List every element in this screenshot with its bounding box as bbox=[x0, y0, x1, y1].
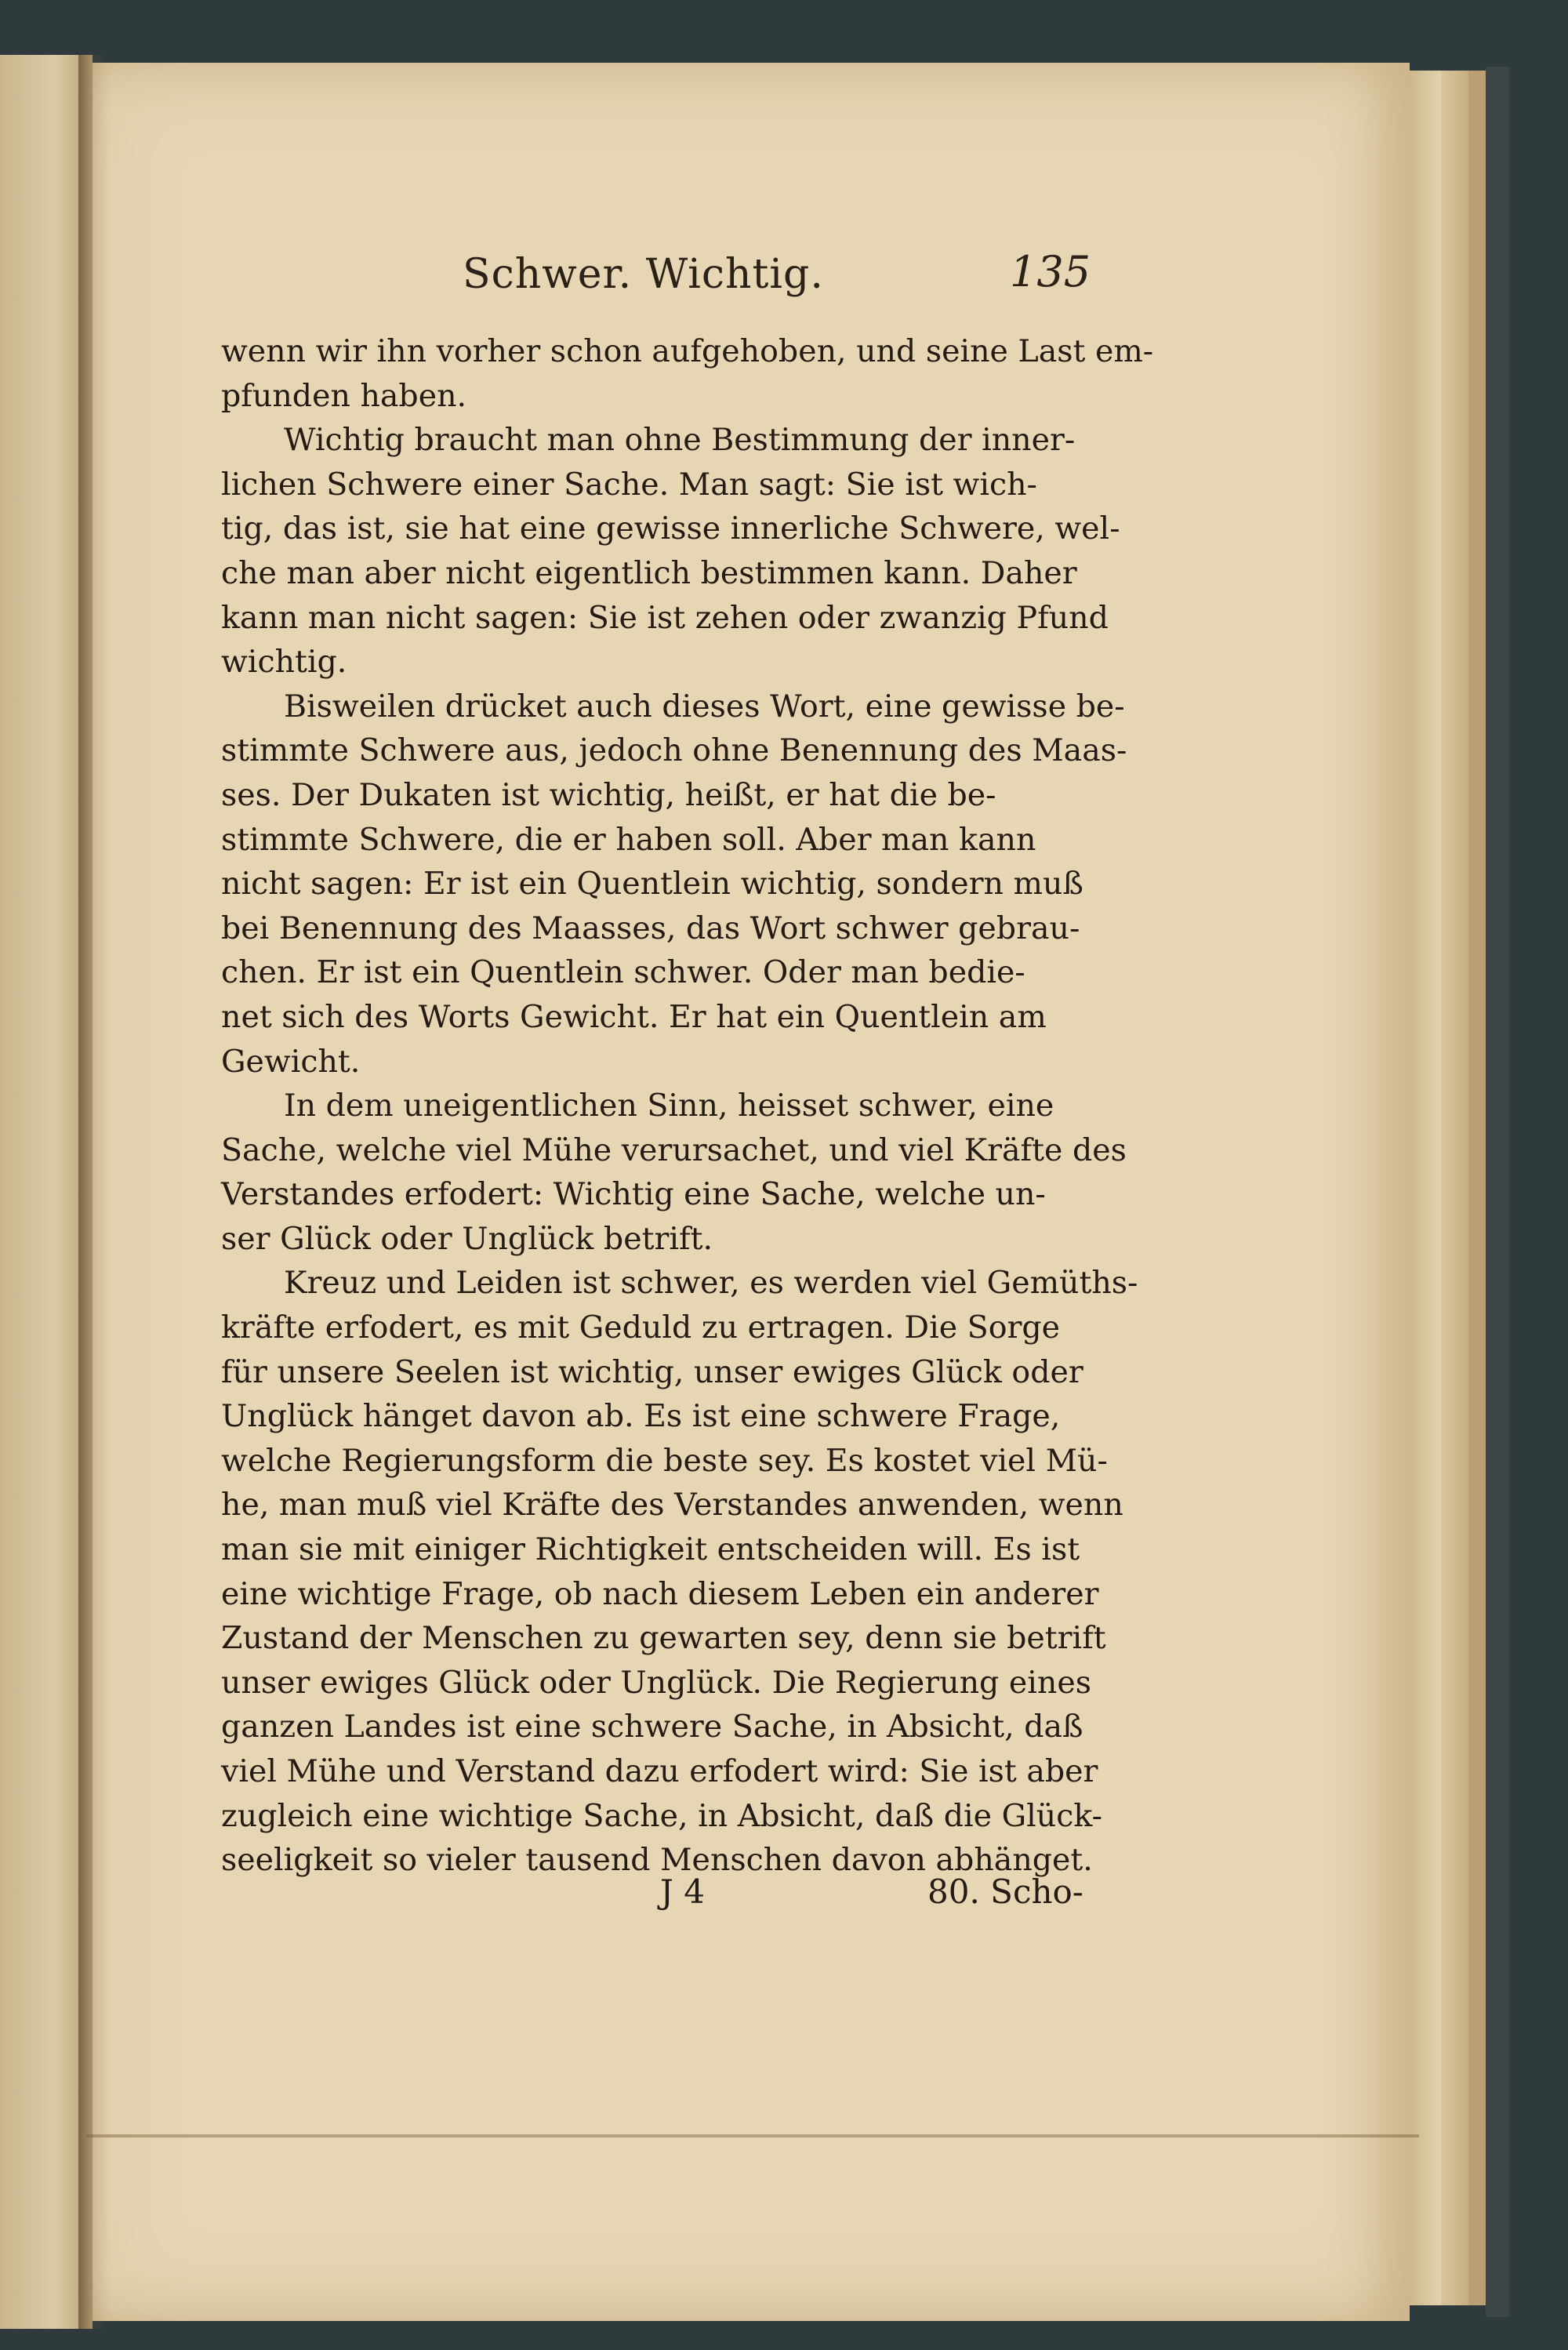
text-line: Kreuz und Leiden ist schwer, es werden viel Gemüths- bbox=[284, 1265, 1138, 1302]
page-edge bbox=[1410, 71, 1441, 2305]
book-gutter bbox=[78, 55, 110, 2329]
text-line: ses. Der Dukaten ist wichtig, heißt, er hat die be- bbox=[221, 776, 996, 813]
text-line: In dem uneigentlichen Sinn, heisset schwer, eine bbox=[284, 1088, 1054, 1124]
page-number: 135 bbox=[1010, 247, 1091, 296]
text-line: Bisweilen drücket auch dieses Wort, eine gewisse be- bbox=[284, 688, 1125, 725]
page-edge bbox=[1468, 71, 1486, 2305]
text-line: viel Mühe und Verstand dazu erfodert wird: Sie ist aber bbox=[221, 1753, 1098, 1789]
text-line: stimmte Schwere aus, jedoch ohne Benennung des Maas- bbox=[221, 732, 1127, 769]
page-footer bbox=[221, 1872, 1083, 1920]
page-edge bbox=[1441, 71, 1468, 2305]
text-line: Wichtig braucht man ohne Bestimmung der inner- bbox=[284, 422, 1076, 459]
text-line: net sich des Worts Gewicht. Er hat ein Quentlein am bbox=[221, 998, 1047, 1035]
text-line: kräfte erfodert, es mit Geduld zu ertragen. Die Sorge bbox=[221, 1309, 1061, 1346]
text-line: seeligkeit so vieler tausend Menschen davon abhänget. bbox=[221, 1842, 1093, 1879]
text-line: lichen Schwere einer Sache. Man sagt: Sie ist wich- bbox=[221, 466, 1037, 503]
page-crease bbox=[86, 2134, 1419, 2138]
text-line: kann man nicht sagen: Sie ist zehen oder zwanzig Pfund bbox=[221, 599, 1109, 636]
text-line: nicht sagen: Er ist ein Quentlein wichtig, sondern muß bbox=[221, 866, 1083, 903]
text-line: man sie mit einiger Richtigkeit entscheiden will. Es ist bbox=[221, 1531, 1080, 1568]
text-line: unser ewiges Glück oder Unglück. Die Regierung eines bbox=[221, 1664, 1091, 1701]
catchword: 80. Scho- bbox=[927, 1872, 1083, 1911]
text-line: Sache, welche viel Mühe verursachet, und viel Kräfte des bbox=[221, 1131, 1127, 1168]
text-line: che man aber nicht eigentlich bestimmen kann. Daher bbox=[221, 554, 1077, 591]
text-line: tig, das ist, sie hat eine gewisse innerliche Schwere, wel- bbox=[221, 510, 1120, 547]
signature-mark: J 4 bbox=[660, 1872, 705, 1911]
text-line: wenn wir ihn vorher schon aufgehoben, und seine Last em- bbox=[221, 333, 1154, 369]
text-line: ser Glück oder Unglück betrift. bbox=[221, 1220, 713, 1257]
text-line: zugleich eine wichtige Sache, in Absicht, daß die Glück- bbox=[221, 1797, 1102, 1834]
text-line: bei Benennung des Maasses, das Wort schwer gebrau- bbox=[221, 910, 1080, 946]
text-line: Gewicht. bbox=[221, 1043, 361, 1080]
running-head: Schwer. Wichtig. bbox=[463, 251, 824, 298]
book-cover-edge bbox=[1486, 67, 1509, 2317]
text-line: Verstandes erfodert: Wichtig eine Sache, welche un- bbox=[221, 1176, 1046, 1213]
text-line: eine wichtige Frage, ob nach diesem Leben ein anderer bbox=[221, 1575, 1099, 1612]
text-line: chen. Er ist ein Quentlein schwer. Oder man bedie- bbox=[221, 954, 1025, 991]
text-line: pfunden haben. bbox=[221, 377, 467, 414]
text-line: für unsere Seelen ist wichtig, unser ewiges Glück oder bbox=[221, 1353, 1083, 1390]
text-line: welche Regierungsform die beste sey. Es kostet viel Mü- bbox=[221, 1442, 1108, 1479]
text-line: stimmte Schwere, die er haben soll. Aber man kann bbox=[221, 821, 1036, 858]
text-line: he, man muß viel Kräfte des Verstandes anwenden, wenn bbox=[221, 1487, 1123, 1524]
text-line: Zustand der Menschen zu gewarten sey, denn sie betrift bbox=[221, 1620, 1106, 1657]
text-line: ganzen Landes ist eine schwere Sache, in Absicht, daß bbox=[221, 1709, 1083, 1745]
body-text bbox=[221, 329, 1154, 1883]
text-line: Unglück hänget davon ab. Es ist eine schwere Frage, bbox=[221, 1398, 1061, 1435]
text-line: wichtig. bbox=[221, 644, 347, 681]
